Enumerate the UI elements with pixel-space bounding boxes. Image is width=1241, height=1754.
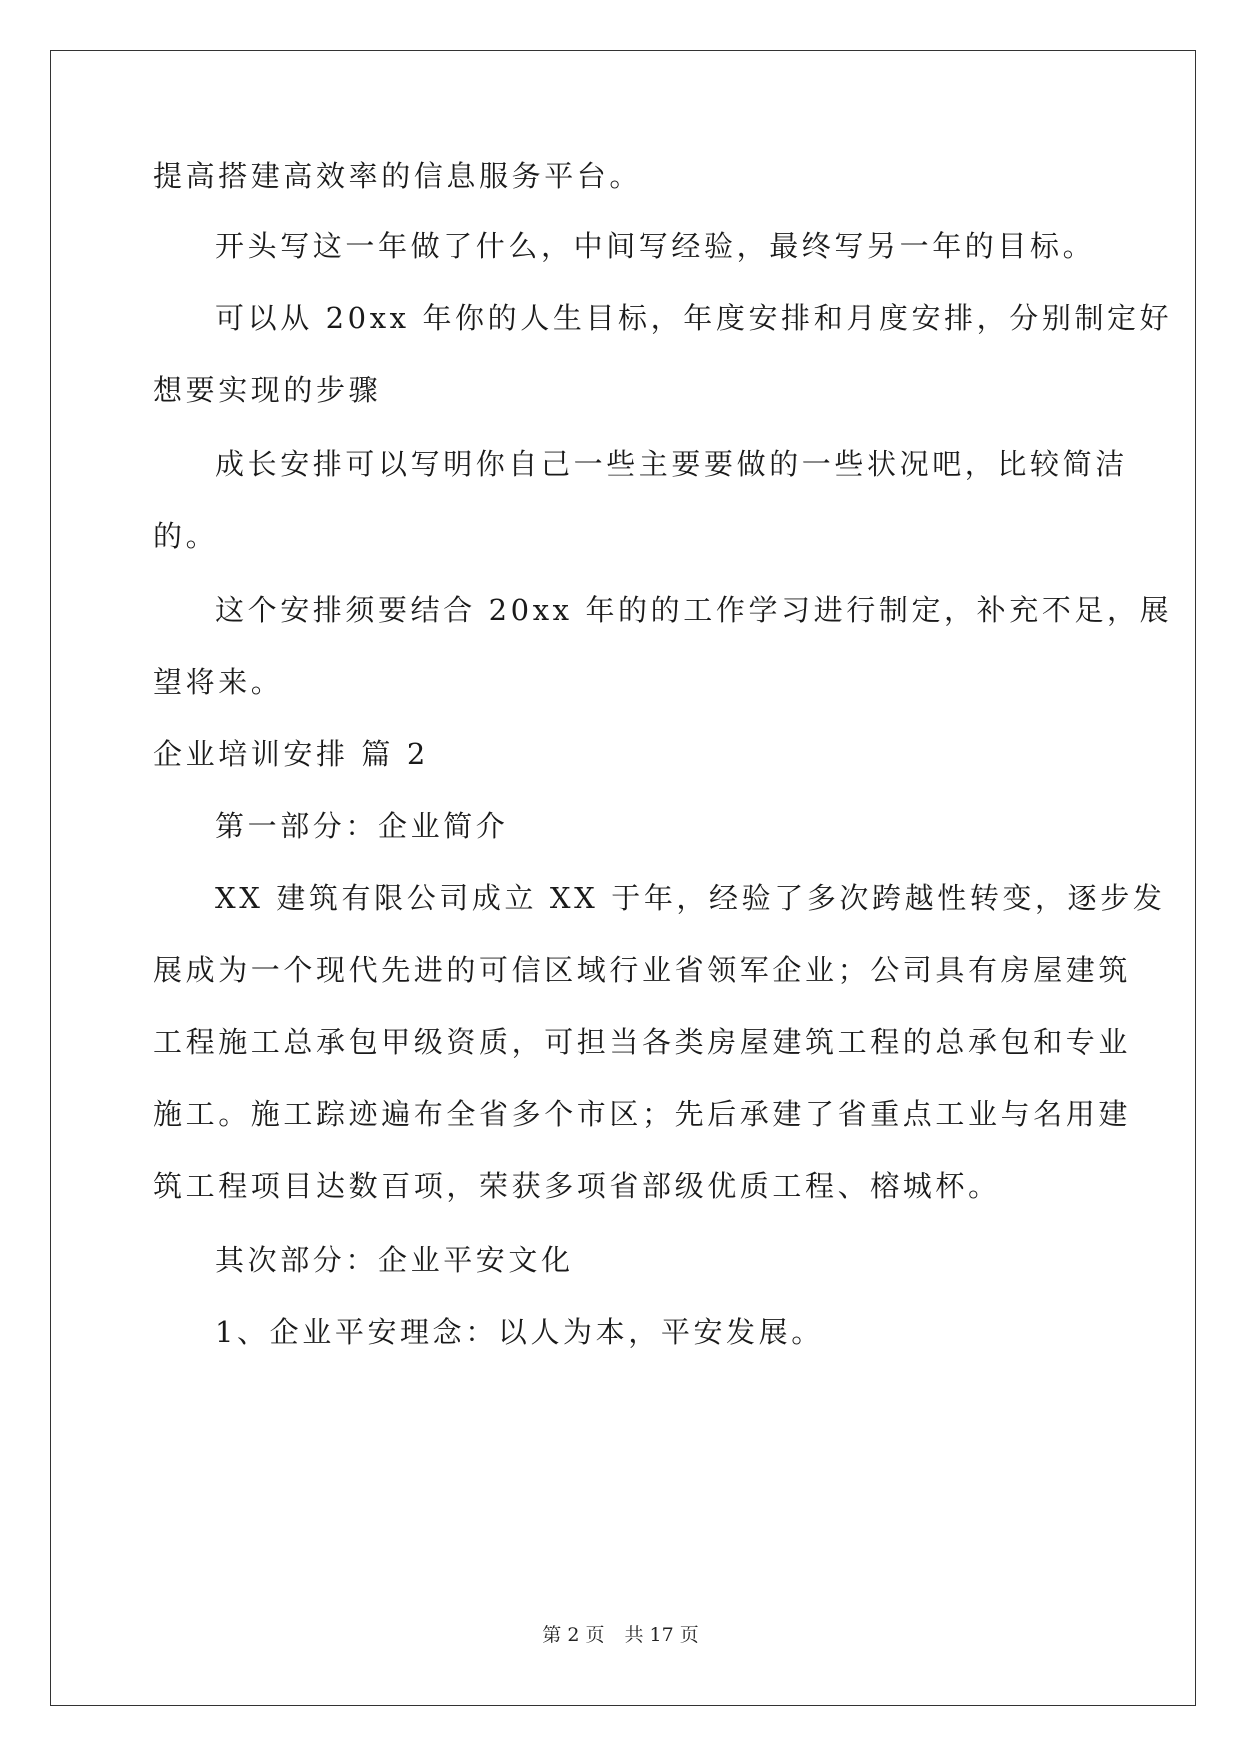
text-line: 想要实现的步骤 [153,373,382,407]
text-line: 的。 [153,519,219,553]
text-line: 筑工程项目达数百项，荣获多项省部级优质工程、榕城杯。 [153,1169,1001,1203]
text-line: 工程施工总承包甲级资质，可担当各类房屋建筑工程的总承包和专业 [153,1025,1132,1059]
page-footer [0,1622,1241,1648]
subsection-heading: 其次部分：企业平安文化 [215,1243,574,1277]
paragraph-start: 成长安排可以写明你自己一些主要要做的一些状况吧，比较简洁 [215,447,1128,481]
paragraph-start: 可以从 20xx 年你的人生目标，年度安排和月度安排，分别制定好 [215,301,1173,335]
list-item: 1、企业平安理念：以人为本，平安发展。 [215,1315,824,1349]
text-line: 施工。施工踪迹遍布全省多个市区；先后承建了省重点工业与名用建 [153,1097,1132,1131]
page-number: 第 2 页 [542,1624,605,1646]
paragraph-start: 开头写这一年做了什么，中间写经验，最终写另一年的目标。 [215,229,1096,263]
subsection-heading: 第一部分：企业简介 [215,809,509,843]
page-total: 共 17 页 [624,1624,699,1646]
text-line: 提高搭建高效率的信息服务平台。 [153,159,643,193]
paragraph-start: 这个安排须要结合 20xx 年的的工作学习进行制定，补充不足，展 [215,593,1173,627]
text-line: 望将来。 [153,665,284,699]
section-heading: 企业培训安排 篇 2 [153,737,429,771]
paragraph-start: XX 建筑有限公司成立 XX 于年，经验了多次跨越性转变，逐步发 [215,881,1166,915]
text-line: 展成为一个现代先进的可信区域行业省领军企业；公司具有房屋建筑 [153,953,1132,987]
